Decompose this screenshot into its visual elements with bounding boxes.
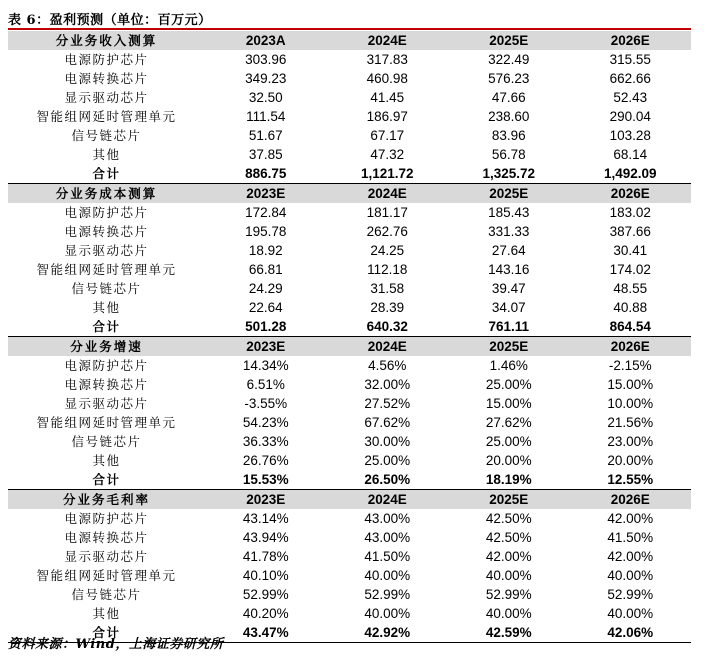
table-cell: 47.66: [491, 90, 526, 105]
row-label: 电源防护芯片: [64, 205, 149, 220]
table-cell: 181.17: [366, 205, 408, 220]
table-cell: 186.97: [366, 109, 408, 124]
table-cell: 40.20%: [242, 606, 289, 621]
table-cell: 12.55%: [570, 470, 692, 490]
row-label: 其他: [92, 606, 121, 621]
table-cell: 27.62%: [485, 415, 532, 430]
table-cell: 32.00%: [364, 377, 411, 392]
table-cell: 40.00%: [364, 606, 411, 621]
table-cell: 1,121.72: [327, 164, 449, 184]
table-cell: 83.96: [491, 128, 526, 143]
table-cell: 52.43: [613, 90, 648, 105]
table-cell: 42.59%: [448, 623, 570, 643]
row-label: 信号链芯片: [71, 128, 142, 143]
table-cell: 172.84: [245, 205, 287, 220]
table-cell: 42.00%: [607, 511, 654, 526]
table-cell: 24.29: [248, 281, 283, 296]
table-cell: 40.10%: [242, 568, 289, 583]
table-cell: 48.55: [613, 281, 648, 296]
table-cell: 42.06%: [570, 623, 692, 643]
table-cell: 322.49: [488, 52, 530, 67]
table-cell: 2023E: [205, 337, 327, 357]
table-row: [8, 107, 691, 126]
table-cell: -2.15%: [608, 358, 652, 373]
table-row: [8, 394, 691, 413]
row-label: 显示驱动芯片: [64, 243, 149, 258]
table-cell: 2025E: [448, 31, 570, 50]
row-label: 合计: [8, 164, 205, 184]
section-header-row: [8, 31, 691, 50]
row-label: 信号链芯片: [71, 434, 142, 449]
table-cell: 47.32: [370, 147, 405, 162]
table-cell: 195.78: [245, 224, 287, 239]
table-cell: 52.99%: [485, 587, 532, 602]
table-cell: 26.76%: [242, 453, 289, 468]
table-cell: 10.00%: [607, 396, 654, 411]
row-label: 智能组网延时管理单元: [36, 568, 177, 583]
table-cell: 28.39: [370, 300, 405, 315]
table-cell: 41.50%: [364, 549, 411, 564]
table-cell: 317.83: [366, 52, 408, 67]
row-label: 显示驱动芯片: [64, 396, 149, 411]
table-cell: 43.00%: [364, 530, 411, 545]
table-row: [8, 203, 691, 222]
table-cell: 67.62%: [364, 415, 411, 430]
table-row: [8, 88, 691, 107]
table-cell: 761.11: [448, 317, 570, 337]
table-cell: 6.51%: [246, 377, 285, 392]
table-cell: 52.99%: [364, 587, 411, 602]
table-cell: 43.00%: [364, 511, 411, 526]
table-cell: 2026E: [570, 490, 692, 510]
table-cell: 42.00%: [485, 549, 532, 564]
table-cell: 349.23: [245, 71, 287, 86]
table-row: [8, 585, 691, 604]
table-cell: 34.07: [491, 300, 526, 315]
row-label: 其他: [92, 453, 121, 468]
table-cell: 20.00%: [607, 453, 654, 468]
source-note: 资料来源：Wind，上海证券研究所: [8, 637, 224, 652]
table-cell: 20.00%: [485, 453, 532, 468]
table-cell: 640.32: [327, 317, 449, 337]
table-row: [8, 222, 691, 241]
table-cell: 37.85: [248, 147, 283, 162]
table-cell: 25.00%: [485, 377, 532, 392]
table-cell: 42.50%: [485, 530, 532, 545]
table-cell: 39.47: [491, 281, 526, 296]
total-row: [8, 164, 691, 184]
row-label: 电源转换芯片: [64, 71, 149, 86]
table-cell: 42.00%: [607, 549, 654, 564]
table-row: [8, 566, 691, 585]
table-cell: 21.56%: [607, 415, 654, 430]
table-cell: 2026E: [570, 184, 692, 204]
table-row: [8, 126, 691, 145]
table-cell: 40.00%: [607, 568, 654, 583]
table-cell: 185.43: [488, 205, 530, 220]
table-cell: 43.14%: [242, 511, 289, 526]
table-cell: 290.04: [609, 109, 651, 124]
table-cell: 41.50%: [607, 530, 654, 545]
table-cell: 2024E: [327, 184, 449, 204]
table-cell: 40.00%: [485, 606, 532, 621]
row-label: 分业务增速: [8, 337, 205, 357]
table-cell: 14.34%: [242, 358, 289, 373]
table-row: [8, 145, 691, 164]
row-label: 信号链芯片: [71, 587, 142, 602]
table-cell: 40.00%: [485, 568, 532, 583]
row-label: 电源转换芯片: [64, 377, 149, 392]
table-row: [8, 298, 691, 317]
section-header-row: [8, 184, 691, 204]
table-cell: 2023E: [205, 184, 327, 204]
table-cell: 52.99%: [242, 587, 289, 602]
row-label: 合计: [8, 623, 205, 643]
section-header-row: [8, 337, 691, 357]
table-cell: 501.28: [205, 317, 327, 337]
table-cell: 56.78: [491, 147, 526, 162]
row-label: 信号链芯片: [71, 281, 142, 296]
table-cell: 331.33: [488, 224, 530, 239]
table-row: [8, 432, 691, 451]
table-cell: 32.50: [248, 90, 283, 105]
table-cell: 25.00%: [364, 453, 411, 468]
table-row: [8, 509, 691, 528]
table-cell: 18.92: [248, 243, 283, 258]
table-row: [8, 375, 691, 394]
table-cell: 40.88: [613, 300, 648, 315]
table-cell: 2023A: [205, 31, 327, 50]
table-cell: 1,492.09: [570, 164, 692, 184]
table-cell: 262.76: [366, 224, 408, 239]
table-cell: 2024E: [327, 490, 449, 510]
table-row: [8, 356, 691, 375]
table-cell: 51.67: [248, 128, 283, 143]
table-cell: 15.53%: [205, 470, 327, 490]
table-cell: 24.25: [370, 243, 405, 258]
table-cell: 303.96: [245, 52, 287, 67]
table-cell: 41.45: [370, 90, 405, 105]
section-header-row: [8, 490, 691, 510]
table-cell: 886.75: [205, 164, 327, 184]
table-cell: 864.54: [570, 317, 692, 337]
table-cell: 43.47%: [205, 623, 327, 643]
table-row: [8, 69, 691, 88]
table-cell: 2026E: [570, 31, 692, 50]
table-title: 表 6：盈利预测（单位：百万元）: [8, 13, 212, 28]
table-cell: 22.64: [248, 300, 283, 315]
table-cell: 27.52%: [364, 396, 411, 411]
table-cell: 2024E: [327, 337, 449, 357]
row-label: 智能组网延时管理单元: [36, 262, 177, 277]
table-cell: 42.92%: [327, 623, 449, 643]
row-label: 显示驱动芯片: [64, 90, 149, 105]
table-cell: 18.19%: [448, 470, 570, 490]
row-label: 分业务成本测算: [8, 184, 205, 204]
table-cell: 25.00%: [485, 434, 532, 449]
table-cell: 2025E: [448, 490, 570, 510]
row-label: 显示驱动芯片: [64, 549, 149, 564]
table-cell: 103.28: [609, 128, 651, 143]
table-cell: 23.00%: [607, 434, 654, 449]
title-divider: [8, 28, 691, 30]
table-row: [8, 260, 691, 279]
row-label: 智能组网延时管理单元: [36, 109, 177, 124]
table-row: [8, 528, 691, 547]
total-row: [8, 470, 691, 490]
table-cell: 41.78%: [242, 549, 289, 564]
row-label: 其他: [92, 147, 121, 162]
table-cell: 40.00%: [364, 568, 411, 583]
table-cell: 52.99%: [607, 587, 654, 602]
total-row: [8, 317, 691, 337]
table-cell: 315.55: [609, 52, 651, 67]
table-cell: 67.17: [370, 128, 405, 143]
table-cell: 68.14: [613, 147, 648, 162]
table-cell: 66.81: [248, 262, 283, 277]
table-cell: 43.94%: [242, 530, 289, 545]
table-cell: 2024E: [327, 31, 449, 50]
table-row: [8, 451, 691, 470]
table-cell: 387.66: [609, 224, 651, 239]
table-row: [8, 50, 691, 69]
table-cell: 2023E: [205, 490, 327, 510]
table-row: [8, 604, 691, 623]
table-cell: 27.64: [491, 243, 526, 258]
table-cell: 54.23%: [242, 415, 289, 430]
table-row: [8, 413, 691, 432]
table-cell: -3.55%: [244, 396, 288, 411]
row-label: 合计: [8, 470, 205, 490]
table-cell: 460.98: [366, 71, 408, 86]
table-cell: 143.16: [488, 262, 530, 277]
row-label: 电源防护芯片: [64, 358, 149, 373]
table-cell: 15.00%: [607, 377, 654, 392]
table-cell: 4.56%: [368, 358, 407, 373]
row-label: 智能组网延时管理单元: [36, 415, 177, 430]
table-cell: 26.50%: [327, 470, 449, 490]
table-row: [8, 547, 691, 566]
row-label: 分业务毛利率: [8, 490, 205, 510]
table-cell: 30.00%: [364, 434, 411, 449]
table-cell: 174.02: [609, 262, 651, 277]
table-cell: 40.00%: [607, 606, 654, 621]
row-label: 分业务收入测算: [8, 31, 205, 50]
table-cell: 2025E: [448, 337, 570, 357]
table-cell: 111.54: [246, 109, 286, 124]
row-label: 电源转换芯片: [64, 530, 149, 545]
table-cell: 2026E: [570, 337, 692, 357]
row-label: 合计: [8, 317, 205, 337]
table-cell: 662.66: [609, 71, 651, 86]
table-cell: 31.58: [370, 281, 405, 296]
row-label: 电源防护芯片: [64, 511, 149, 526]
row-label: 其他: [92, 300, 121, 315]
table-cell: 15.00%: [485, 396, 532, 411]
table-cell: 36.33%: [242, 434, 289, 449]
table-cell: 238.60: [488, 109, 530, 124]
table-cell: 112.18: [367, 262, 408, 277]
table-row: [8, 279, 691, 298]
table-cell: 576.23: [488, 71, 530, 86]
row-label: 电源防护芯片: [64, 52, 149, 67]
table-row: [8, 241, 691, 260]
table-cell: 1.46%: [489, 358, 528, 373]
table-cell: 1,325.72: [448, 164, 570, 184]
table-cell: 183.02: [609, 205, 651, 220]
table-cell: 30.41: [613, 243, 648, 258]
table-cell: 42.50%: [485, 511, 532, 526]
forecast-table: [8, 31, 691, 643]
row-label: 电源转换芯片: [64, 224, 149, 239]
table-cell: 2025E: [448, 184, 570, 204]
